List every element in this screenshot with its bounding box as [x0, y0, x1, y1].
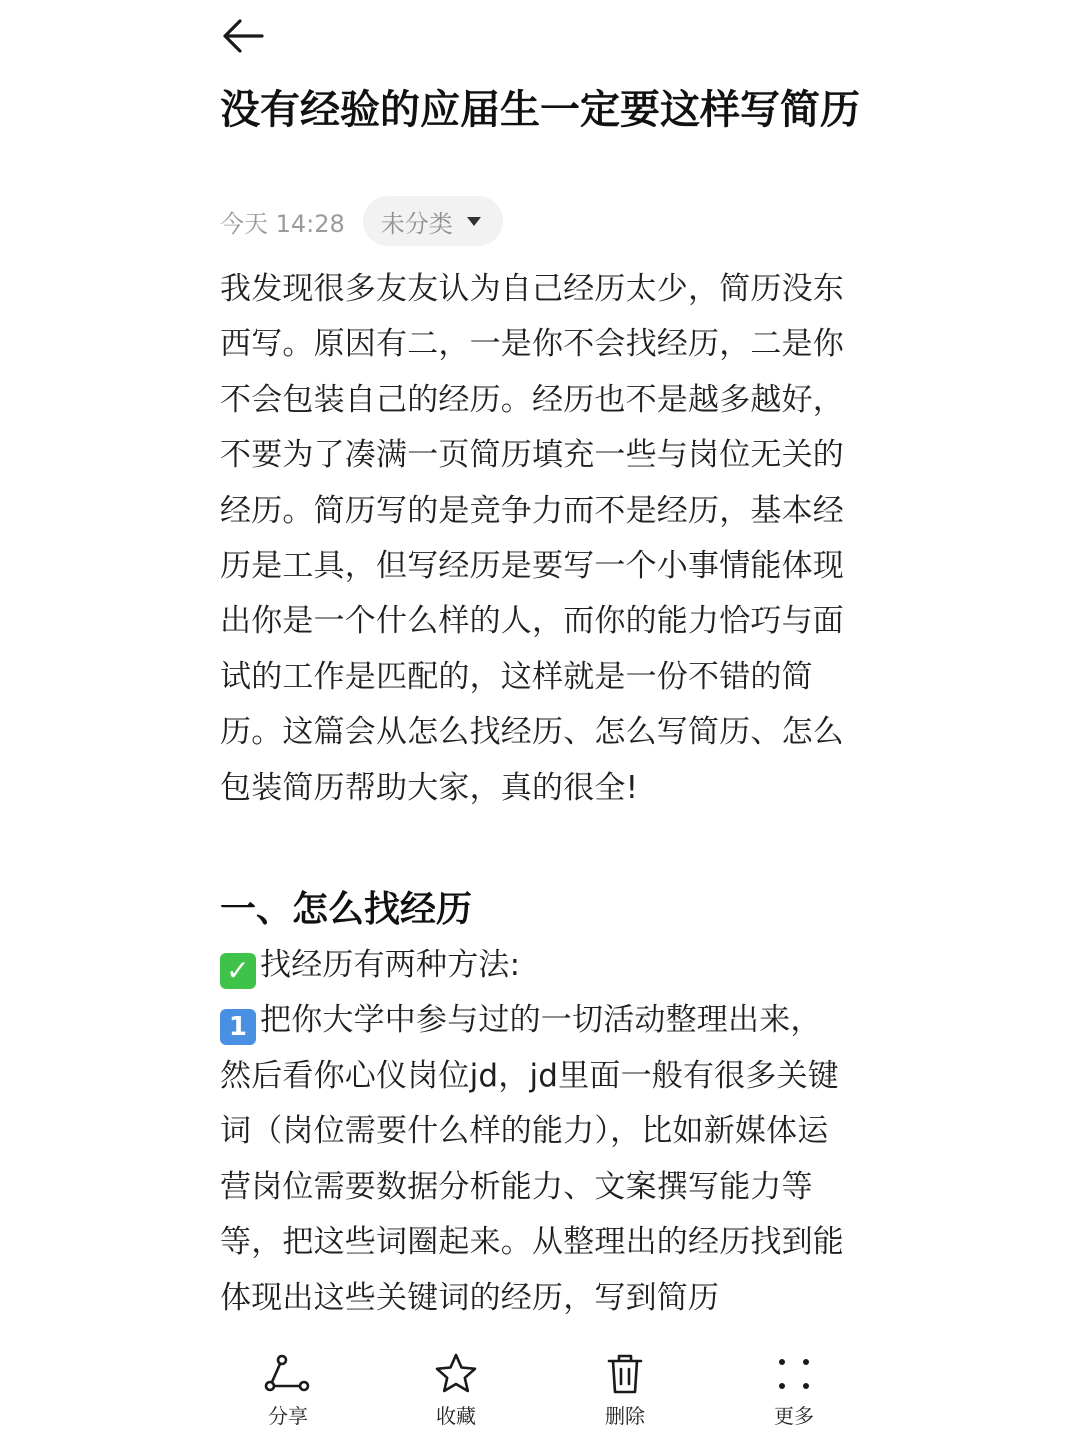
share-label: 分享 [268, 1404, 308, 1428]
more-button[interactable] [734, 1352, 854, 1438]
more-label: 更多 [774, 1404, 814, 1428]
caret-down-icon [467, 217, 481, 226]
methods-intro-line [220, 938, 850, 993]
delete-label: 删除 [605, 1404, 645, 1428]
note-meta [220, 196, 503, 246]
method1-text: 把你大学中参与过的一切活动整理出来，然后看你心仪岗位jd，jd里面一般有很多关键词（岗位需要什么样的能力），比如新媒体运营岗位需要数据分析能力、文案撰写能力等等，把这些词圈起来。从整理出的经历找到能体现出这些关键词的经历，写到简历 [220, 1002, 844, 1316]
more-dots-icon [772, 1352, 816, 1396]
intro-paragraph: 我发现很多友友认为自己经历太少，简历没东西写。原因有二，一是你不会找经历，二是你不会包装自己的经历。经历也不是越多越好，不要为了凑满一页简历填充一些与岗位无关的经历。简历写的是竞争力而不是经历，基本经历是工具，但写经历是要写一个小事情能体现出你是一个什么样的人，而你的能力恰巧与面试的工作是匹配的，这样就是一份不错的简历。这篇会从怎么找经历、怎么写简历、怎么包装简历帮助大家，真的很全! [220, 271, 844, 806]
method1-line [220, 993, 850, 1325]
note-title: 没有经验的应届生一定要这样写简历 [220, 87, 860, 133]
category-label: 未分类 [380, 209, 453, 238]
favorite-button[interactable] [396, 1352, 516, 1438]
methods-intro-text: 找经历有两种方法: [260, 947, 521, 984]
check-mark-emoji-icon: ✓ [220, 953, 256, 989]
note-timestamp: 今天 14:28 [220, 209, 345, 238]
back-arrow-icon [218, 12, 270, 60]
back-button[interactable] [218, 12, 270, 60]
note-body[interactable] [220, 262, 850, 1338]
favorite-label: 收藏 [436, 1404, 476, 1428]
share-button[interactable] [228, 1352, 348, 1438]
share-icon [262, 1352, 314, 1396]
section-heading: 一、怎么找经历 [220, 889, 473, 931]
category-dropdown[interactable] [363, 196, 503, 246]
trash-icon [603, 1352, 647, 1396]
bottom-toolbar [0, 1338, 1080, 1440]
delete-button[interactable] [565, 1352, 685, 1438]
keycap-one-emoji-icon: 1 [220, 1009, 256, 1045]
star-icon [432, 1352, 480, 1396]
